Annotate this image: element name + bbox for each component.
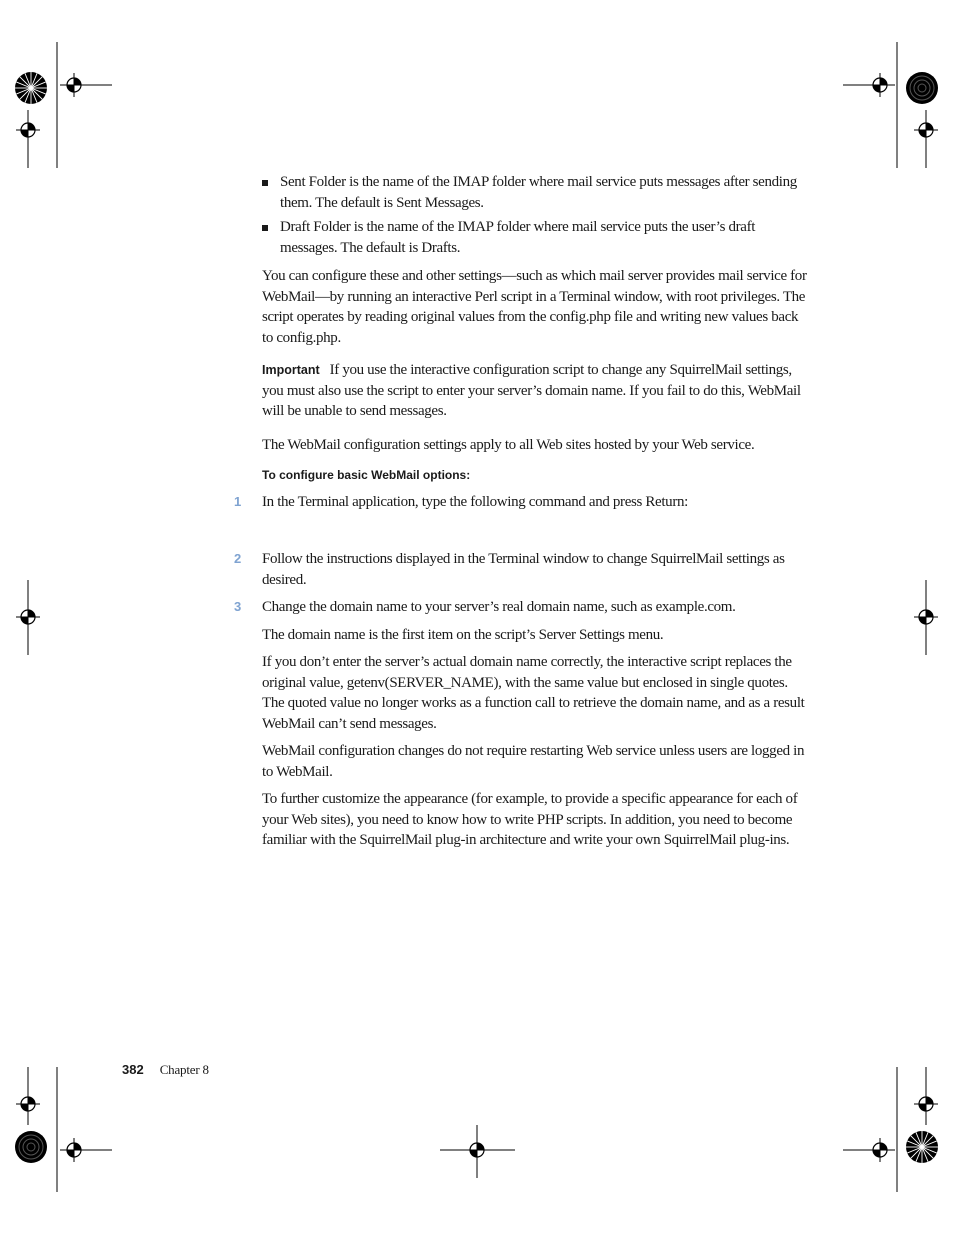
step-2 — [234, 549, 807, 590]
paragraph-first-item: The domain name is the first item on the script’s Server Settings menu. — [262, 626, 664, 643]
bullet-square-icon — [262, 225, 268, 231]
bullet-square-icon — [262, 180, 268, 186]
bullet-draft-folder — [262, 217, 807, 258]
step-text: Follow the instructions displayed in the Terminal window to change SquirrelMail settings as desired. — [262, 551, 785, 588]
bullet-text: Sent Folder is the name of the IMAP folder where mail service puts messages after sending them. The default is Sent Messages. — [280, 174, 797, 211]
step-3 — [234, 597, 807, 618]
bullet-text: Draft Folder is the name of the IMAP folder where mail service puts the user’s draft messages. The default is Drafts. — [280, 219, 756, 256]
paragraph-configure: You can configure these and other settings—such as which mail server provides mail service for WebMail—by running an interactive Perl script in a Terminal window, with root privileges. The script operates by reading original values from the config.php file and writing new values back to config.php. — [262, 268, 807, 346]
step-number: 1 — [234, 493, 242, 509]
task-heading: To configure basic WebMail options: — [262, 468, 471, 482]
page-footer — [122, 1062, 209, 1078]
paragraph-restart: WebMail configuration changes do not require restarting Web service unless users are logged in to WebMail. — [262, 743, 805, 780]
paragraph-customize: To further customize the appearance (for example, to provide a specific appearance for each of your Web sites), you need to know how to write PHP scripts. In addition, you need to become familiar with the SquirrelMail plug-in architecture and write your own SquirrelMail plug-ins. — [262, 791, 798, 848]
bullet-sent-folder — [262, 172, 807, 213]
page-body — [234, 172, 807, 858]
chapter-label: Chapter 8 — [159, 1062, 209, 1077]
page-number: 382 — [122, 1062, 144, 1077]
step-text: Change the domain name to your server’s real domain name, such as example.com. — [262, 599, 736, 615]
important-label: Important — [262, 363, 320, 377]
step-text: In the Terminal application, type the following command and press Return: — [262, 493, 688, 510]
step-number: 3 — [234, 599, 242, 614]
step-1 — [234, 492, 807, 513]
step-number: 2 — [234, 551, 242, 566]
important-note — [262, 360, 807, 422]
important-text: If you use the interactive configuration script to change any SquirrelMail settings, you must also use the script to enter your server’s domain name. If you fail to do this, WebMail will be unable to send messages. — [262, 362, 801, 419]
paragraph-apply: The WebMail configuration settings apply to all Web sites hosted by your Web service. — [262, 436, 755, 453]
paragraph-domain-warning: If you don’t enter the server’s actual domain name correctly, the interactive script replaces the original value, getenv(SERVER_NAME), with the same value but enclosed in single quotes. The quoted value no longer works as a function call to retrieve the domain name, and as a result WebMail can’t send messages. — [262, 654, 805, 732]
